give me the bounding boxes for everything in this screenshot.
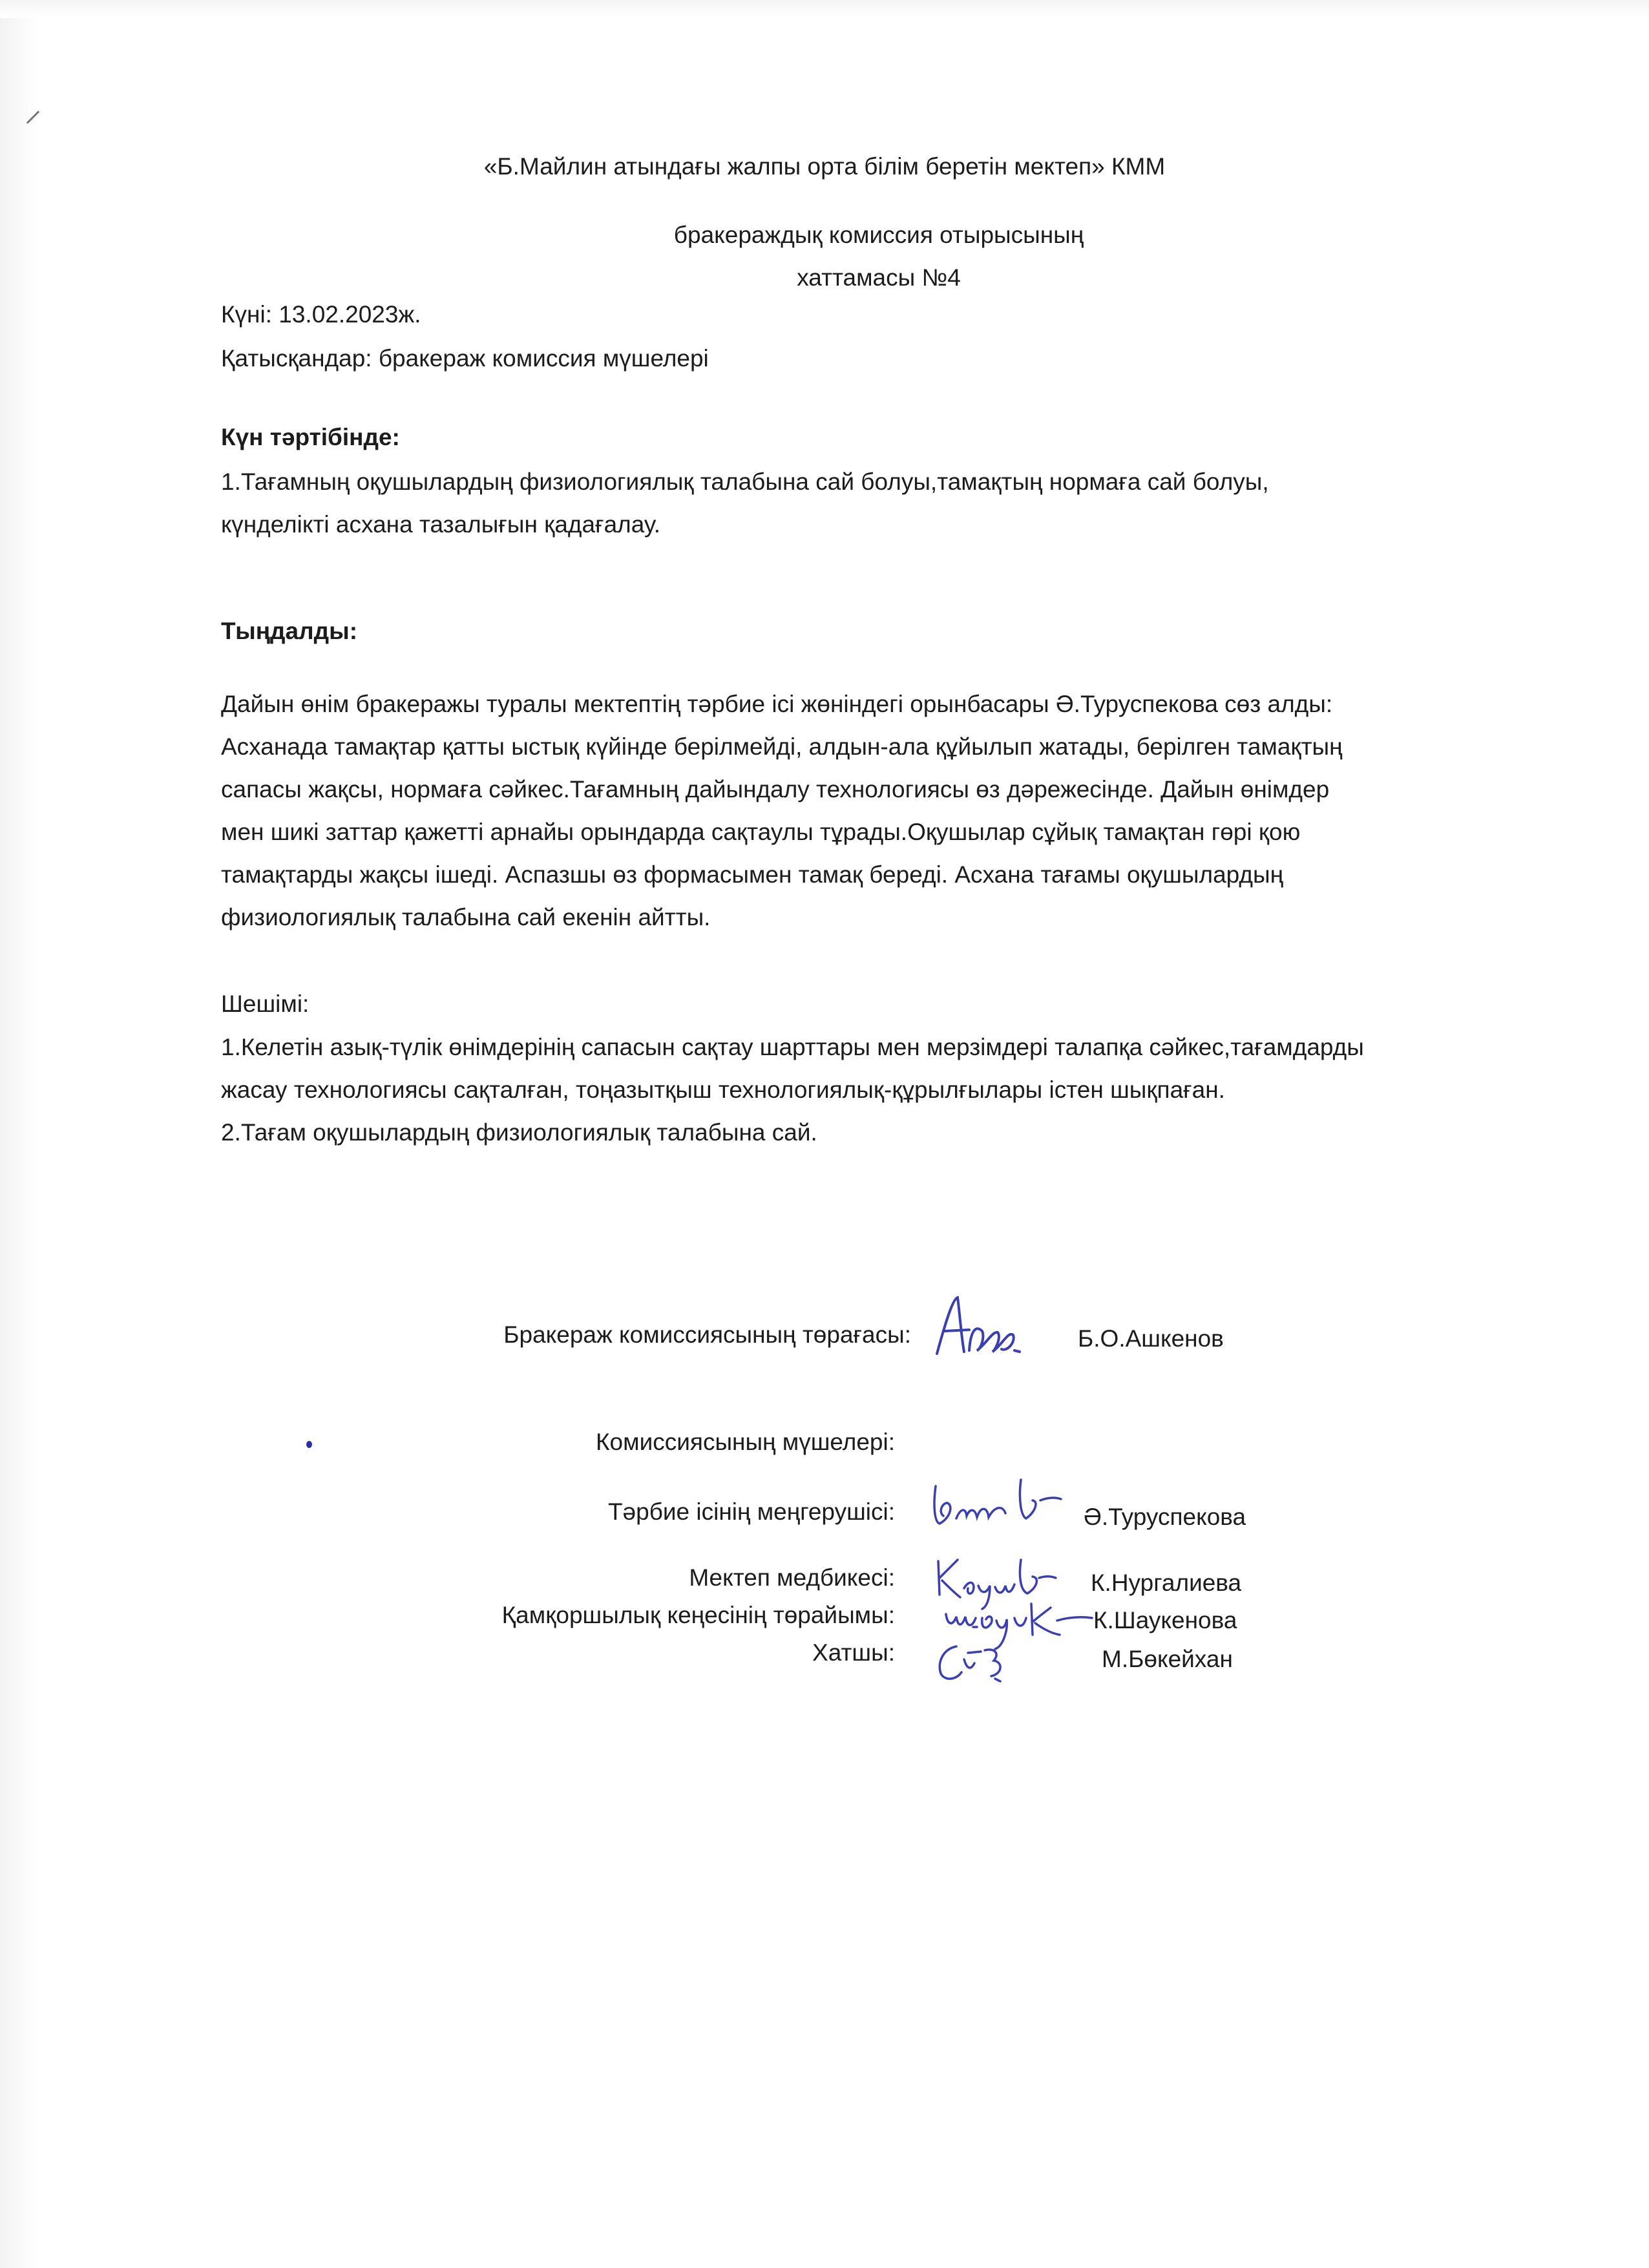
chair-name: Б.О.Ашкенов [1078, 1325, 1224, 1352]
chair-role: Бракераж комиссиясының төрағасы: [503, 1321, 911, 1348]
agenda-line: күнделікті асхана тазалығын қадағалау. [221, 511, 661, 538]
heard-body [221, 683, 1513, 939]
member-signature [924, 1473, 1073, 1541]
decision-line: жасау технологиясы сақталған, тоңазытқыш технологиялық-құрылғылары істен шықпаған. [221, 1076, 1225, 1103]
heard-line: тамақтарды жақсы ішеді. Аспазшы өз формасымен тамақ береді. Асхана тағамы оқушылардың [221, 861, 1284, 888]
doc-title-line2: хаттамасы №4 [797, 264, 961, 291]
member-name: К.Шаукенова [1093, 1607, 1237, 1633]
heard-line: Асханада тамақтар қатты ыстық күйінде берілмейді, алдын-ала құйылып жатады, берілген тамақтың [221, 733, 1343, 760]
participants: Қатысқандар: бракераж комиссия мүшелері [221, 345, 709, 372]
member-name: М.Бөкейхан [1102, 1646, 1233, 1672]
agenda-body [221, 461, 1513, 546]
agenda-heading: Күн тәртібінде: [221, 424, 400, 450]
decision-body [221, 1026, 1513, 1154]
heard-line: Дайын өнім бракеражы туралы мектептің тәрбие ісі жөніндегі орынбасары Ә.Туруспекова сөз алды: [221, 691, 1333, 717]
heard-line: мен шикі заттар қажетті арнайы орындарда сақтаулы тұрады.Оқушылар сұйық тамақтан гөрі қою [221, 819, 1301, 845]
member-signature [930, 1633, 1027, 1695]
institution-name: «Б.Майлин атындағы жалпы орта білім беретін мектеп» КММ [483, 153, 1166, 180]
chair-signature [930, 1292, 1034, 1367]
doc-title-line1: бракераждық комиссия отырысының [673, 222, 1084, 248]
decision-heading: Шешімі: [221, 991, 310, 1017]
heard-heading: Тыңдалды: [221, 618, 358, 644]
meeting-date: Күні: 13.02.2023ж. [221, 301, 421, 328]
member-role: Мектеп медбикесі: [689, 1564, 895, 1591]
member-name: К.Нургалиева [1091, 1570, 1242, 1596]
heard-line: сапасы жақсы, нормаға сәйкес.Тағамның дайындалу технологиясы өз дәрежесінде. Дайын өнімдер [221, 776, 1330, 803]
heard-line: физиологиялық талабына сай екенін айтты. [221, 904, 711, 930]
member-role: Қамқоршылық кеңесінің төрайымы: [501, 1602, 895, 1628]
members-label: Комиссиясының мүшелері: [596, 1429, 895, 1455]
member-name: Ә.Туруспекова [1084, 1504, 1246, 1530]
scan-shadow-left [0, 0, 39, 2268]
decision-line: 1.Келетін азық-түлік өнімдерінің сапасын сақтау шарттары мен мерзімдері талапқа сәйкес,тағамдарды [221, 1034, 1364, 1060]
decision-line: 2.Тағам оқушылардың физиологиялық талабына сай. [221, 1119, 817, 1146]
member-role: Тәрбие ісінің меңгерушісі: [607, 1498, 895, 1525]
member-role: Хатшы: [812, 1639, 895, 1666]
scan-shadow-top [0, 0, 1649, 18]
agenda-line: 1.Тағамның оқушылардың физиологиялық талабына сай болуы,тамақтың нормаға сай болуы, [221, 468, 1269, 495]
